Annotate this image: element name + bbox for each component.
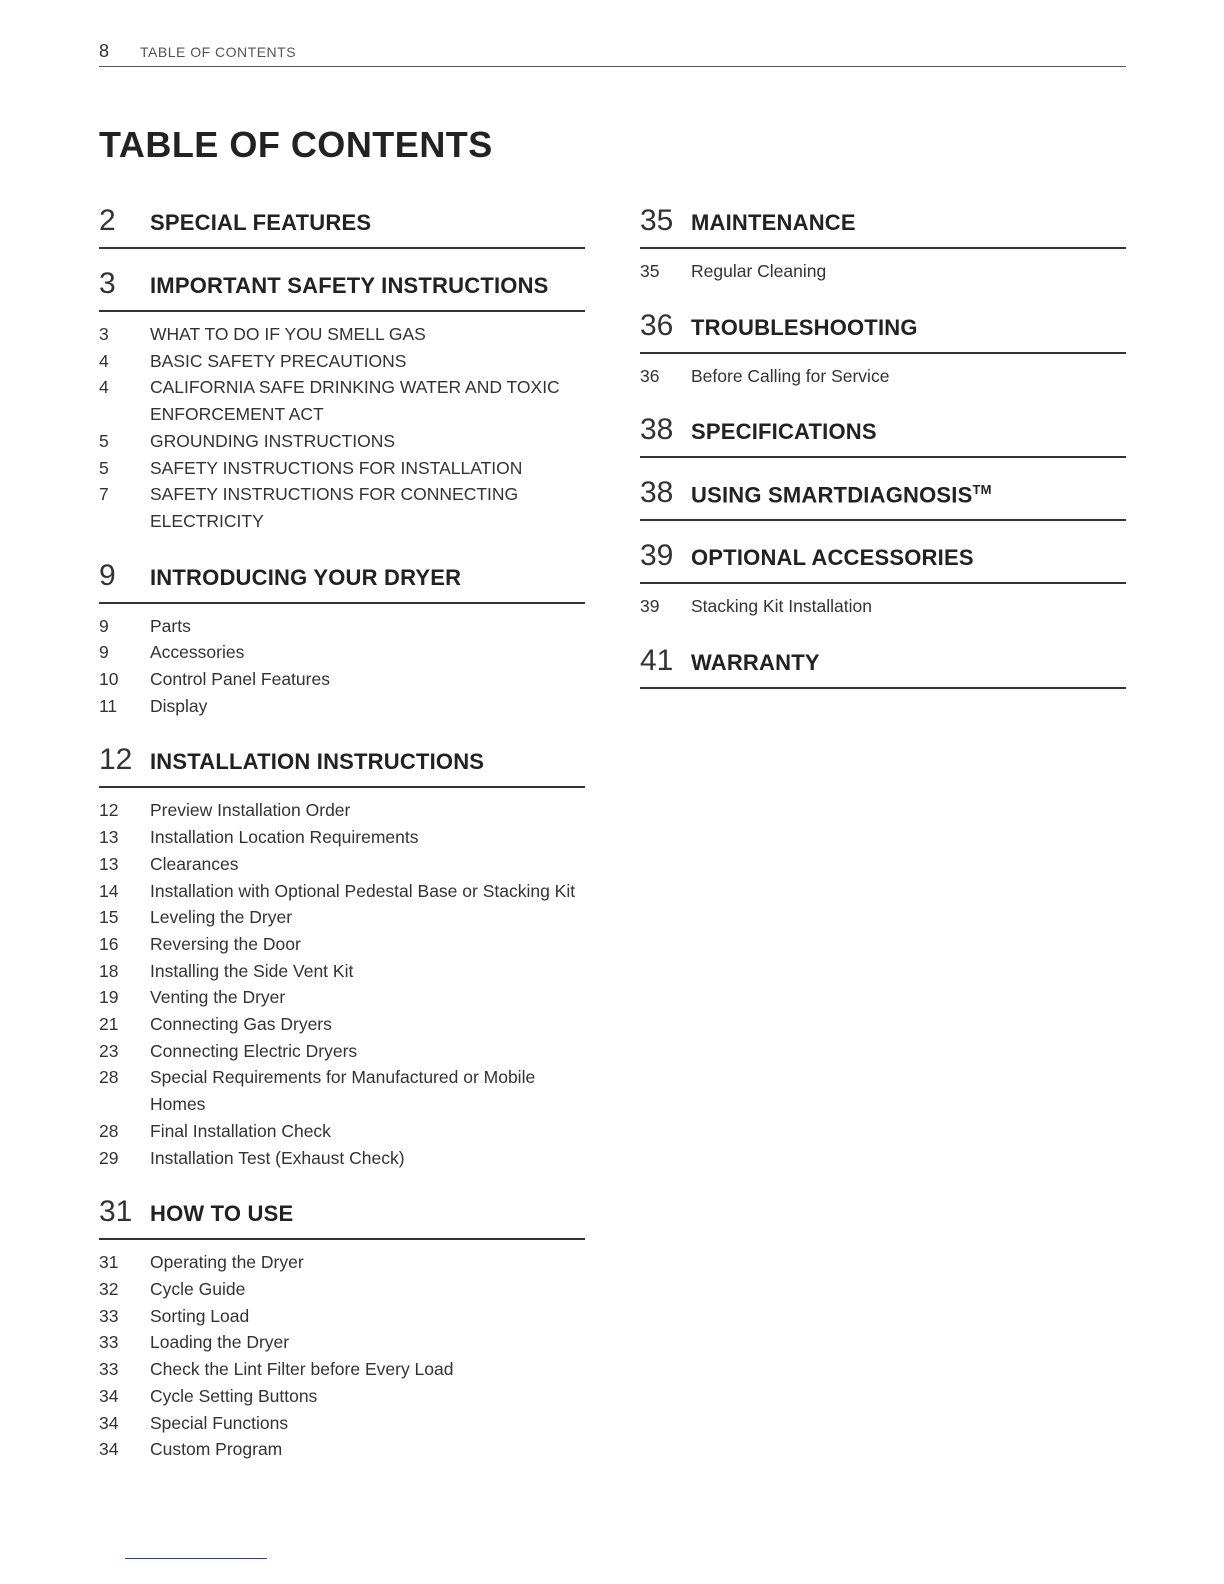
toc-entry[interactable] xyxy=(99,613,585,640)
section-page-number: 31 xyxy=(99,1195,133,1229)
entry-page-number: 28 xyxy=(99,1067,119,1088)
section-title xyxy=(691,650,820,676)
toc-section-heading[interactable] xyxy=(640,537,1126,584)
entry-label: Parts xyxy=(150,615,191,636)
toc-section-special-features xyxy=(99,202,585,249)
entry-page-number: 36 xyxy=(640,365,660,386)
toc-entry[interactable] xyxy=(99,455,585,482)
entry-page-number: 9 xyxy=(99,642,109,663)
toc-section-heading[interactable] xyxy=(640,642,1126,689)
entry-page-number: 13 xyxy=(99,853,119,874)
toc-section-important-safety-instructions xyxy=(99,265,585,535)
toc-entry[interactable] xyxy=(99,931,585,958)
toc-section-introducing-your-dryer xyxy=(99,557,585,720)
section-page-number: 36 xyxy=(640,308,674,342)
section-title-text: IMPORTANT SAFETY INSTRUCTIONS xyxy=(150,273,549,298)
page-number: 8 xyxy=(99,41,110,61)
entry-page-number: 3 xyxy=(99,324,109,344)
toc-section-optional-accessories xyxy=(640,537,1126,620)
entry-page-number: 9 xyxy=(99,615,109,636)
entry-label: Cycle Guide xyxy=(150,1278,246,1299)
section-page-number: 41 xyxy=(640,644,674,678)
entry-label: Custom Program xyxy=(150,1439,283,1460)
toc-entry-list xyxy=(640,249,1126,285)
entry-label: Installation Location Requirements xyxy=(150,827,419,848)
section-title-text: USING SMARTDIAGNOSIS xyxy=(691,482,973,508)
toc-section-warranty xyxy=(640,642,1126,689)
toc-entry[interactable] xyxy=(99,1145,585,1172)
section-title xyxy=(150,1201,293,1227)
section-title-text: WARRANTY xyxy=(691,650,820,676)
entry-page-number: 29 xyxy=(99,1147,119,1168)
toc-entry[interactable] xyxy=(99,428,585,455)
section-title xyxy=(691,210,856,236)
section-page-number: 12 xyxy=(99,743,133,777)
section-title-text: HOW TO USE xyxy=(150,1201,294,1227)
trademark-superscript: TM xyxy=(972,482,992,498)
entry-page-number: 23 xyxy=(99,1040,119,1061)
toc-section-how-to-use xyxy=(99,1193,585,1463)
entry-page-number: 5 xyxy=(99,430,109,451)
section-title-text: TROUBLESHOOTING xyxy=(691,314,918,340)
entry-label: Clearances xyxy=(150,853,239,874)
entry-label: Connecting Gas Dryers xyxy=(150,1014,332,1035)
entry-label: CALIFORNIA SAFE DRINKING WATER AND TOXIC ENFORCEMENT ACT xyxy=(150,377,560,425)
entry-label: Special Functions xyxy=(150,1412,289,1433)
toc-section-heading[interactable] xyxy=(99,202,585,249)
entry-label: Installation Test (Exhaust Check) xyxy=(150,1147,405,1168)
entry-page-number: 14 xyxy=(99,880,119,901)
entry-label: Regular Cleaning xyxy=(691,261,827,281)
entry-page-number: 4 xyxy=(99,377,109,398)
toc-entry[interactable] xyxy=(99,1064,585,1117)
entry-page-number: 35 xyxy=(640,261,660,281)
toc-section-troubleshooting xyxy=(640,307,1126,390)
section-title xyxy=(150,749,484,775)
entry-label: Installing the Side Vent Kit xyxy=(150,960,354,981)
toc-entry[interactable] xyxy=(99,374,585,427)
entry-label: Control Panel Features xyxy=(150,669,330,690)
toc-entry[interactable] xyxy=(99,878,585,905)
entry-label: SAFETY INSTRUCTIONS FOR CONNECTING ELECTRICITY xyxy=(150,484,519,531)
entry-label: Special Requirements for Manufactured or Mobile Homes xyxy=(150,1067,536,1115)
entry-page-number: 33 xyxy=(99,1305,119,1326)
section-title xyxy=(691,419,877,445)
toc-section-heading[interactable] xyxy=(640,474,1126,521)
section-title-text: INSTALLATION INSTRUCTIONS xyxy=(150,749,485,775)
toc-section-specifications xyxy=(640,411,1126,458)
running-title: TABLE OF CONTENTS xyxy=(140,44,297,60)
footer-link-underline[interactable] xyxy=(125,1558,267,1559)
entry-label: Final Installation Check xyxy=(150,1120,331,1141)
entry-page-number: 4 xyxy=(99,350,109,371)
toc-section-heading[interactable] xyxy=(640,202,1126,249)
section-title xyxy=(691,482,992,508)
toc-entry[interactable] xyxy=(99,1118,585,1145)
toc-entry-list xyxy=(99,312,585,535)
toc-entry[interactable] xyxy=(99,321,585,348)
entry-page-number: 34 xyxy=(99,1412,119,1433)
entry-page-number: 34 xyxy=(99,1385,119,1406)
section-title-text: INTRODUCING YOUR DRYER xyxy=(150,564,462,590)
section-page-number: 35 xyxy=(640,204,674,237)
toc-entry[interactable] xyxy=(640,258,1126,285)
toc-entry[interactable] xyxy=(99,1011,585,1038)
toc-section-heading[interactable] xyxy=(99,1193,585,1240)
entry-label: Sorting Load xyxy=(150,1305,250,1326)
toc-entry[interactable] xyxy=(99,1329,585,1356)
toc-entry-list xyxy=(640,354,1126,390)
section-page-number: 38 xyxy=(640,413,674,447)
toc-entry-list xyxy=(99,788,585,1171)
entry-page-number: 34 xyxy=(99,1439,119,1460)
section-title xyxy=(150,565,461,591)
entry-label: Venting the Dryer xyxy=(150,987,286,1008)
toc-entry[interactable] xyxy=(99,693,585,720)
section-title xyxy=(691,545,974,571)
section-title xyxy=(150,273,549,299)
toc-entry[interactable] xyxy=(99,639,585,666)
entry-page-number: 7 xyxy=(99,484,109,505)
toc-section-installation-instructions xyxy=(99,741,585,1171)
toc-section-heading[interactable] xyxy=(99,265,585,312)
toc-entry[interactable] xyxy=(99,666,585,693)
entry-label: Leveling the Dryer xyxy=(150,907,293,928)
entry-page-number: 11 xyxy=(99,695,118,716)
entry-label: Before Calling for Service xyxy=(691,365,890,386)
entry-label: Cycle Setting Buttons xyxy=(150,1385,318,1406)
toc-entry[interactable] xyxy=(99,958,585,985)
toc-entry-list xyxy=(640,584,1126,620)
entry-label: Check the Lint Filter before Every Load xyxy=(150,1359,454,1380)
toc-entry[interactable] xyxy=(640,363,1126,390)
toc-entry[interactable] xyxy=(99,481,585,534)
entry-page-number: 31 xyxy=(99,1252,119,1273)
entry-page-number: 32 xyxy=(99,1278,119,1299)
toc-section-using-smartdiagnosis xyxy=(640,474,1126,521)
entry-label: WHAT TO DO IF YOU SMELL GAS xyxy=(150,324,426,344)
toc-entry[interactable] xyxy=(99,1383,585,1410)
entry-label: Connecting Electric Dryers xyxy=(150,1040,358,1061)
toc-section-heading[interactable] xyxy=(99,557,585,604)
entry-label: Display xyxy=(150,695,208,716)
page-title: TABLE OF CONTENTS xyxy=(99,124,493,165)
section-title xyxy=(150,210,371,236)
toc-section-heading[interactable] xyxy=(640,411,1126,458)
entry-page-number: 15 xyxy=(99,907,119,928)
toc-entry[interactable] xyxy=(99,904,585,931)
entry-page-number: 19 xyxy=(99,987,119,1008)
entry-label: Loading the Dryer xyxy=(150,1332,290,1353)
entry-page-number: 33 xyxy=(99,1332,119,1353)
toc-entry[interactable] xyxy=(99,797,585,824)
section-title xyxy=(691,315,918,341)
section-page-number: 2 xyxy=(99,204,116,237)
running-header xyxy=(99,40,1126,67)
entry-page-number: 16 xyxy=(99,933,119,954)
entry-page-number: 5 xyxy=(99,457,109,478)
section-page-number: 3 xyxy=(99,267,116,300)
toc-entry[interactable] xyxy=(99,1249,585,1276)
toc-entry[interactable] xyxy=(640,593,1126,620)
entry-label: Reversing the Door xyxy=(150,933,301,954)
entry-page-number: 18 xyxy=(99,960,119,981)
section-page-number: 39 xyxy=(640,539,674,573)
entry-label: Preview Installation Order xyxy=(150,800,351,821)
entry-page-number: 10 xyxy=(99,669,119,690)
entry-page-number: 33 xyxy=(99,1359,119,1380)
entry-label: BASIC SAFETY PRECAUTIONS xyxy=(150,350,407,371)
entry-page-number: 13 xyxy=(99,827,119,848)
toc-entry[interactable] xyxy=(99,1410,585,1437)
entry-page-number: 39 xyxy=(640,596,660,617)
toc-entry[interactable] xyxy=(99,1038,585,1065)
toc-entry[interactable] xyxy=(99,1436,585,1463)
entry-label: Accessories xyxy=(150,642,245,663)
toc-entry[interactable] xyxy=(99,1303,585,1330)
section-title-text: SPECIFICATIONS xyxy=(691,419,877,445)
toc-entry[interactable] xyxy=(99,984,585,1011)
section-title-text: MAINTENANCE xyxy=(691,210,856,235)
entry-page-number: 21 xyxy=(99,1014,119,1035)
entry-page-number: 28 xyxy=(99,1120,119,1141)
entry-label: Installation with Optional Pedestal Base or Stacking Kit xyxy=(150,880,576,901)
entry-label: Operating the Dryer xyxy=(150,1252,304,1273)
entry-page-number: 12 xyxy=(99,800,119,821)
entry-label: SAFETY INSTRUCTIONS FOR INSTALLATION xyxy=(150,457,523,478)
toc-entry[interactable] xyxy=(99,824,585,851)
toc-section-heading[interactable] xyxy=(640,307,1126,354)
toc-entry[interactable] xyxy=(99,851,585,878)
toc-entry-list xyxy=(99,604,585,720)
toc-entry-list xyxy=(99,1240,585,1463)
entry-label: GROUNDING INSTRUCTIONS xyxy=(150,430,395,451)
toc-section-maintenance xyxy=(640,202,1126,285)
toc-right-column xyxy=(640,202,1126,689)
toc-entry[interactable] xyxy=(99,1276,585,1303)
toc-entry[interactable] xyxy=(99,1356,585,1383)
section-title-text: SPECIAL FEATURES xyxy=(150,210,372,235)
toc-left-column xyxy=(99,202,585,1463)
section-page-number: 38 xyxy=(640,476,674,510)
section-title-text: OPTIONAL ACCESSORIES xyxy=(691,545,974,571)
entry-label: Stacking Kit Installation xyxy=(691,596,872,617)
section-page-number: 9 xyxy=(99,558,116,592)
toc-entry[interactable] xyxy=(99,348,585,375)
toc-section-heading[interactable] xyxy=(99,741,585,788)
